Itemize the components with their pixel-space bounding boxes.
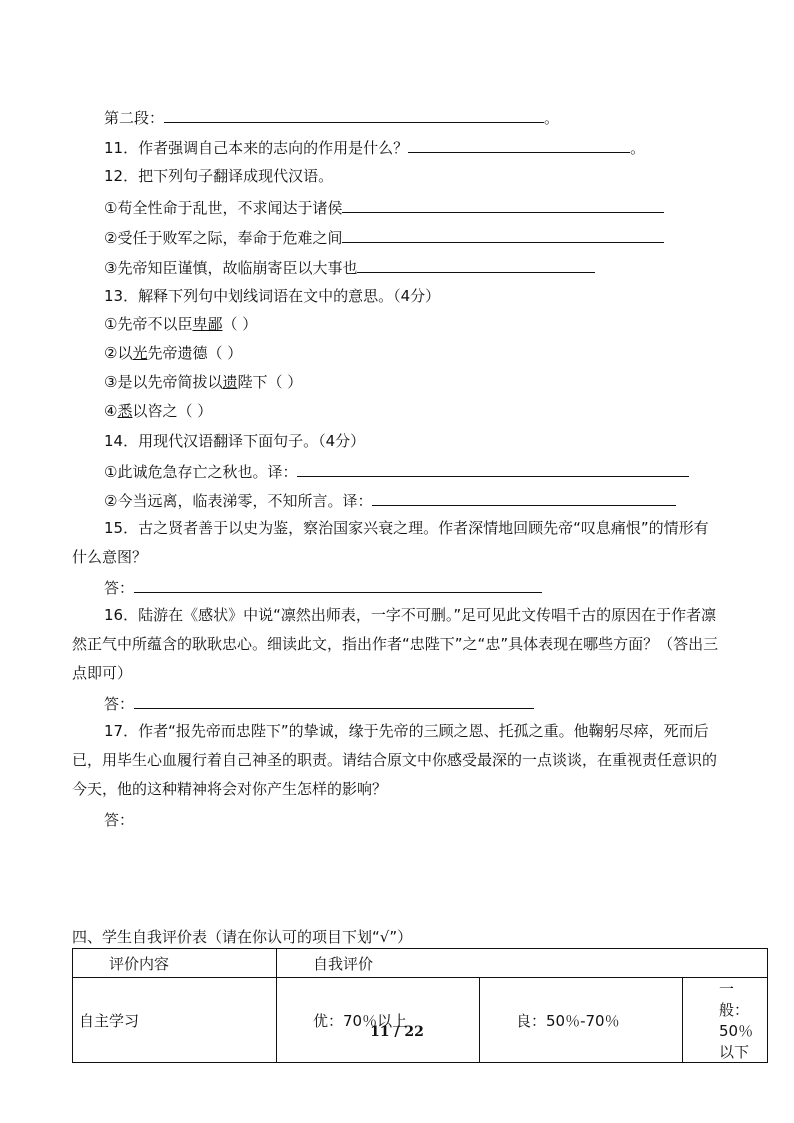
q13-item-3-post: 陛下（ ） <box>237 373 303 391</box>
q16-question <box>72 601 722 688</box>
table-cell-excellent[interactable]: 优：70％以上 <box>277 978 480 1063</box>
q15-answer <box>104 576 542 598</box>
q14-item-2-blank[interactable] <box>372 489 676 506</box>
q10-suffix: 。 <box>544 109 560 127</box>
page-number: 11 / 22 <box>370 1024 424 1040</box>
q10-answer-blank[interactable] <box>164 106 544 123</box>
q13-item-4 <box>104 401 212 421</box>
table-cell-good[interactable]: 良：50％-70％ <box>480 978 683 1063</box>
q14-item-1-text: ①此诚危急存亡之秋也。译： <box>104 463 298 481</box>
table-cell-item: 自主学习 <box>73 978 277 1063</box>
q15-answer-label: 答： <box>104 579 135 597</box>
q12-item-3 <box>104 256 595 278</box>
q10-prefix: 第二段： <box>104 109 165 127</box>
q14-title: 14．用现代汉语翻译下面句子。（4分） <box>104 432 366 450</box>
q17-question <box>72 717 722 804</box>
q13-item-1-post: （ ） <box>222 315 258 333</box>
q12-item-2-text: ②受任于败军之际，奉命于危难之间 <box>104 229 343 247</box>
q13-item-1-pre: ①先帝不以臣 <box>104 315 193 333</box>
q13-item-2-pre: ②以 <box>104 344 133 362</box>
q13-item-2-underlined: 光 <box>132 344 148 362</box>
q12-item-3-text: ③先帝知臣谨慎，故临崩寄臣以大事也 <box>104 259 358 277</box>
q12-item-3-blank[interactable] <box>357 256 595 273</box>
q14-item-1-blank[interactable] <box>297 460 689 477</box>
q11-answer-blank[interactable] <box>408 136 630 153</box>
q12-item-2-blank[interactable] <box>342 226 664 243</box>
q12-item-2 <box>104 226 664 248</box>
q11-suffix: 。 <box>630 139 646 157</box>
q13-item-4-post: 以咨之（ ） <box>132 402 213 420</box>
table-header-content: 评价内容 <box>73 949 277 978</box>
section4-title: 四、学生自我评价表（请在你认可的项目下划“√”） <box>72 928 413 946</box>
table-header-self-eval: 自我评价 <box>277 949 768 978</box>
q16-text: 16．陆游在《感状》中说“凛然出师表，一字不可删。”足可见此文传唱千古的原因在于作者凛然正气中所蕴含的耿耿忠心。细读此文，指出作者“忠陛下”之“忠”具体表现在哪些方面？（答出三点即可） <box>72 606 719 682</box>
q15-question <box>72 514 722 572</box>
table-cell-fair[interactable]: 一般：50％以下 <box>683 978 768 1063</box>
q13-item-2-post: 先帝遗德（ ） <box>147 344 243 362</box>
q14-item-2-text: ②今当远离，临表涕零，不知所言。译： <box>104 492 373 510</box>
q13-title: 13．解释下列句中划线词语在文中的意思。（4分） <box>104 287 441 305</box>
q15-text: 15．古之贤者善于以史为鉴，察治国家兴衰之理。作者深情地回顾先帝“叹息痛恨”的情形有什么意图？ <box>72 519 709 566</box>
q17-text: 17．作者“报先帝而忠陛下”的挚诚，缘于先帝的三顾之恩、托孤之重。他鞠躬尽瘁，死而后已，用毕生心血履行着自己神圣的职责。请结合原文中你感受最深的一点谈谈，在重视责任意识的今天，他的这种精神将会对你产生怎样的影响？ <box>72 722 718 798</box>
q13-item-3 <box>104 372 302 392</box>
q13-item-3-pre: ③是以先帝简拔以 <box>104 373 223 391</box>
q13-item-4-underlined: 悉 <box>117 402 133 420</box>
q13-item-3-underlined: 遗 <box>222 373 238 391</box>
q16-answer-blank[interactable] <box>134 692 534 709</box>
q13-item-1 <box>104 314 257 334</box>
q12-item-1-text: ①苟全性命于乱世，不求闻达于诸侯 <box>104 199 343 217</box>
q17-answer-label: 答： <box>104 811 135 829</box>
q14-item-2 <box>104 489 676 511</box>
q12-item-1-blank[interactable] <box>342 196 664 213</box>
q15-answer-blank[interactable] <box>134 576 542 593</box>
q11-text: 11．作者强调自己本来的志向的作用是什么？ <box>104 139 409 157</box>
q10-line <box>104 106 559 128</box>
q12-item-1 <box>104 196 664 218</box>
q13-item-4-pre: ④ <box>104 402 118 420</box>
table-row <box>73 978 768 1063</box>
table-row <box>73 949 768 978</box>
q13-item-1-underlined: 卑鄙 <box>192 315 223 333</box>
q11-line <box>104 136 645 158</box>
self-evaluation-table <box>72 948 768 1063</box>
q14-item-1 <box>104 460 689 482</box>
q13-item-2 <box>104 343 242 363</box>
q12-title: 12．把下列句子翻译成现代汉语。 <box>104 167 334 185</box>
q16-answer-label: 答： <box>104 695 135 713</box>
q16-answer <box>104 692 534 714</box>
